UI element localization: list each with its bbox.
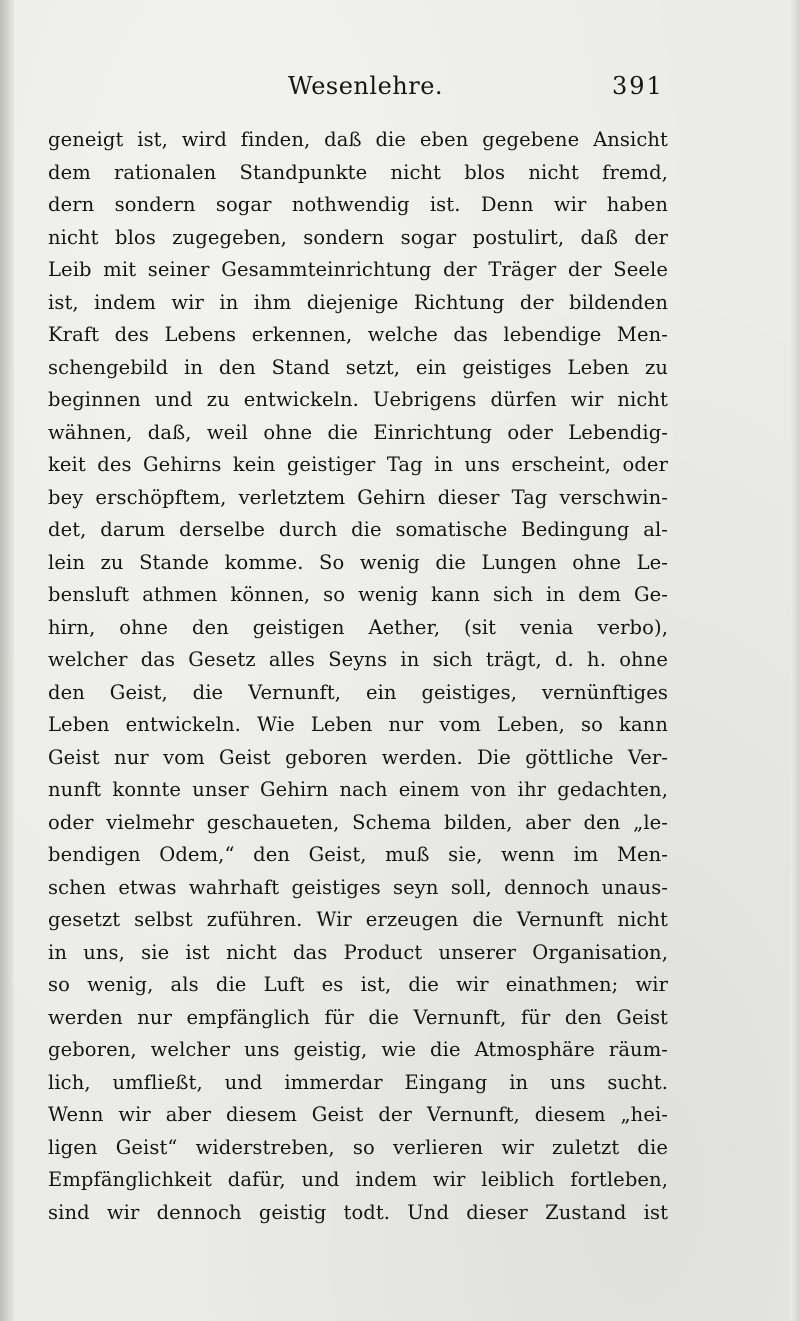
text-line: so wenig, als die Luft es ist, die wir einathmen; wir <box>48 973 668 996</box>
text-line: den Geist, die Vernunft, ein geistiges, vernünftiges <box>48 680 668 704</box>
text-line: Wenn wir aber diesem Geist der Vernunft, diesem „hei- <box>48 1103 668 1126</box>
text-line: Leib mit seiner Gesammteinrichtung der Träger der Seele <box>48 258 668 281</box>
text-line: nunft konnte unser Gehirn nach einem von ihr gedachten, <box>48 778 668 801</box>
text-line: bensluft athmen können, so wenig kann sich in dem Ge- <box>48 583 668 606</box>
text-line: Leben entwickeln. Wie Leben nur vom Leben, so kann <box>48 713 668 736</box>
text-line: sind wir dennoch geistig todt. Und dieser Zustand ist <box>48 1200 668 1224</box>
text-line: det, darum derselbe durch die somatische Bedingung al- <box>48 518 668 541</box>
text-line: hirn, ohne den geistigen Aether, (sit venia verbo), <box>48 615 668 639</box>
text-line: ist, indem wir in ihm diejenige Richtung der bildenden <box>48 290 668 314</box>
text-line: geneigt ist, wird finden, daß die eben gegebene Ansicht <box>48 128 668 151</box>
text-line: lein zu Stande komme. So wenig die Lungen ohne Le- <box>48 550 668 574</box>
text-line: Kraft des Lebens erkennen, welche das lebendige Men- <box>48 323 668 346</box>
text-line: wähnen, daß, weil ohne die Einrichtung oder Lebendig- <box>48 420 668 444</box>
text-line: dem rationalen Standpunkte nicht blos nicht fremd, <box>48 160 668 184</box>
text-line: werden nur empfänglich für die Vernunft, für den Geist <box>48 1005 668 1029</box>
page-edge-shadow <box>790 0 800 1321</box>
text-line: oder vielmehr geschaueten, Schema bilden, aber den „le- <box>48 810 668 834</box>
text-line: schen etwas wahrhaft geistiges seyn soll, dennoch unaus- <box>48 875 668 899</box>
text-line: Geist nur vom Geist geboren werden. Die göttliche Ver- <box>48 745 668 769</box>
text-line: welcher das Gesetz alles Seyns in sich trägt, d. h. ohne <box>48 648 668 671</box>
text-line: dern sondern sogar nothwendig ist. Denn wir haben <box>48 193 668 216</box>
text-line: lich, umfließt, und immerdar Eingang in uns sucht. <box>48 1070 668 1094</box>
page-gutter-shadow <box>0 0 14 1321</box>
text-line: Empfänglichkeit dafür, und indem wir leiblich fortleben, <box>48 1168 668 1191</box>
text-line: schengebild in den Stand setzt, ein geistiges Leben zu <box>48 355 668 379</box>
text-line: keit des Gehirns kein geistiger Tag in uns erscheint, oder <box>48 453 668 476</box>
text-line: beginnen und zu entwickeln. Uebrigens dürfen wir nicht <box>48 388 668 411</box>
text-line: nicht blos zugegeben, sondern sogar postulirt, daß der <box>48 225 668 249</box>
text-line: geboren, welcher uns geistig, wie die Atmosphäre räum- <box>48 1038 668 1061</box>
text-line: ligen Geist“ widerstreben, so verlieren wir zuletzt die <box>48 1135 668 1159</box>
page-number: 391 <box>612 72 664 100</box>
body-text <box>48 124 668 1229</box>
text-line: bendigen Odem,“ den Geist, muß sie, wenn im Men- <box>48 843 668 866</box>
running-head <box>0 72 800 112</box>
text-line: bey erschöpftem, verletztem Gehirn dieser Tag verschwin- <box>48 485 668 509</box>
text-line: in uns, sie ist nicht das Product unserer Organisation, <box>48 940 668 964</box>
text-line: gesetzt selbst zuführen. Wir erzeugen die Vernunft nicht <box>48 908 668 931</box>
running-head-title: Wesenlehre. <box>288 72 444 100</box>
